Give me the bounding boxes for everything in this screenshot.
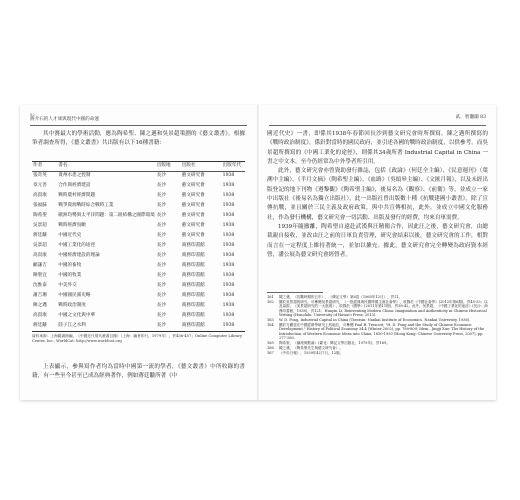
title-cell: 陸子江之水利: [57, 321, 155, 331]
author-cell: 蕭吉珊: [33, 293, 47, 299]
book-series-table: [32, 161, 245, 332]
footnote: [267, 318, 489, 322]
title-cell: 戰時經濟鳥瞰: [58, 223, 86, 229]
table-row: [32, 212, 245, 222]
author-cell: 陳聖宜: [33, 273, 47, 279]
place-cell: 長沙: [156, 293, 166, 299]
header-rule: [30, 125, 247, 126]
paragraph: 國近代史》一書，即係其1938年春節回長沙到藝文研究會時所撰寫。陳之邁所撰寫的《戰時政治制度》，係針對當時的國民政府，並引述各國的戰時政治制度，以供參考。而吳景超所撰寫的《中國工業化的途徑》，則係其34歲所著 Industrial Capital in China 一書之中文本，至今仍經常為中外學者所引用。: [267, 131, 488, 165]
table-row: [32, 241, 245, 251]
right-running-head: [456, 114, 486, 120]
footnote-text: W. D. Fong, Industrial Capital in China (Tientsin: Nankai Institute of Economics, Nankai University, 1936).: [279, 318, 471, 323]
place-cell: 長沙: [156, 273, 166, 279]
right-body-text: [267, 130, 488, 260]
place-cell: 長沙: [156, 321, 181, 331]
footnote: [267, 300, 489, 318]
footnote-number: 161: [267, 295, 274, 299]
title-cell: 戰爭資源戰時綜合戰時工業: [58, 203, 114, 209]
author-cell: 高叔康: [33, 313, 47, 319]
title-cell: 合作與經濟建設: [58, 183, 91, 189]
year-cell: 1938: [222, 321, 245, 331]
publisher-cell: 藝文研究會: [181, 203, 205, 209]
left-running-title: 蔣介石的人才庫與現代中國的命運: [30, 117, 99, 123]
table-row: [32, 281, 245, 291]
publisher-cell: 藝文研究會: [181, 213, 205, 219]
place-cell: 長沙: [156, 263, 166, 269]
author-cell: 高叔康: [33, 253, 47, 259]
right-page: [259, 105, 496, 400]
place-cell: 長沙: [156, 213, 166, 219]
table-row: [32, 271, 245, 281]
left-page: [20, 105, 257, 400]
year-cell: 1938: [222, 183, 235, 189]
year-cell: 1938: [222, 283, 235, 289]
year-cell: 1938: [222, 313, 235, 319]
column-header: 出版地: [156, 162, 181, 172]
table-row: [32, 182, 245, 192]
author-cell: 章元善: [33, 183, 47, 189]
footnote: [267, 346, 489, 350]
footnote-rule: [267, 292, 323, 293]
year-cell: 1938: [222, 233, 235, 239]
place-cell: 長沙: [156, 313, 166, 319]
table-row: [32, 291, 245, 301]
table-row: [32, 251, 245, 261]
book-spread: [20, 105, 496, 400]
publisher-cell: 藝文研究會: [181, 193, 205, 199]
year-cell: 1938: [222, 273, 235, 279]
title-cell: 中國國民黨史略: [58, 293, 91, 299]
place-cell: 長沙: [156, 193, 166, 199]
paragraph: 此外，藝文研究會亦曾資助發行雜誌，包括《政論》（何廷全主編）、《民意週刊》（葉溯中主編）、《半月文摘》（陶希聖主編）、《血路》（吳頌皋主編）、《文匯月報》，以及未經出版登記的地下刊物《遵黎觀》《陶希聖主編》，後易名為《觀察》、《前衛》等，並成立一家中出版社《後易名為獨立出版社），此一出版社曾出版數十種《抗戰建國小叢書》。除了宣傳抗戰，並且關於三民主義及政府政策，與中共宣傳相抗，此外，並成立中國文化服務社，作為發行機構，藝文研究會一切活動、出版及發行的經費，均來自軍需費。: [267, 168, 488, 221]
footnote: [267, 341, 489, 345]
footnote-text: 陳之邁，《陶希聖先生與藝文研究會》。: [279, 345, 343, 350]
year-cell: 1938: [222, 193, 235, 199]
table-header-row: [32, 162, 245, 172]
footnotes: [267, 295, 489, 356]
place-cell: 長沙: [156, 223, 166, 229]
title-cell: 中國之文化與中華: [58, 313, 96, 319]
footnote: [267, 351, 489, 355]
header-rule: [269, 125, 486, 126]
table-row: [32, 171, 245, 181]
publisher-cell: 商務印書館: [181, 243, 205, 249]
publisher-cell: 商務印書館: [181, 263, 205, 269]
title-cell: 中美外交: [58, 283, 77, 289]
author-cell: 張奇英: [33, 173, 47, 179]
footnote-text: 陳之邁，《抗戰時期的五年》，《傳記文學》第6卷（1965年12月），頁11。: [279, 295, 403, 299]
place-cell: 長沙: [156, 283, 166, 289]
left-running-head: [30, 112, 99, 123]
title-cell: 中國工業化的途徑: [58, 243, 96, 249]
title-cell: 戰時農村經濟問題: [58, 193, 96, 199]
right-running-title: 貳．智囊團: [455, 115, 479, 120]
publisher-cell: 商務印書館: [181, 253, 205, 259]
year-cell: 1938: [222, 213, 235, 219]
table-row: [32, 192, 245, 202]
footnote-number: 165: [267, 341, 274, 346]
closing-paragraph: 上表顯示，參與寫作者均為當時中國第一流的學者，《藝文叢書》中所收錄的書籍，有一些至今甚至已成為經典著作，例如蔣廷黻所著《中: [32, 364, 245, 380]
title-cell: 戰時政治制度: [58, 303, 86, 309]
footnote: [267, 295, 489, 299]
year-cell: 1938: [222, 243, 235, 249]
footnote-text: 關於吳景超的研究，可參閱吳景超研究，《一批經典與民國時期主流社會學》，收錄於《中國社會學》(2012年第6期)，頁45-53；以及蕭蔚，《吳景超研究的一大進展》，收錄於《國學》(2011年第11期)，頁38-42。此外，吳景超，《中國工業化的途徑》(長沙：商務印書館，1938)，頁121；Huayin Li, Reinventing Modern China: Imagination and Authenticity in Chinese Historical Writing (Honolulu: University of Hawai'i Press, 2013).: [279, 299, 488, 318]
author-cell: 沈惟泰: [33, 283, 47, 289]
title-cell: 中國的畜牧: [58, 263, 82, 269]
publisher-cell: 商務印書館: [181, 321, 222, 331]
table-row: [32, 311, 245, 321]
table-row: [32, 301, 245, 311]
place-cell: 長沙: [156, 203, 166, 209]
author-cell: 陳之邁: [33, 303, 47, 309]
place-cell: 長沙: [156, 183, 166, 189]
title-cell: 貴州水患之控制: [58, 173, 91, 179]
publisher-cell: 商務印書館: [181, 273, 205, 279]
author-cell: 張福蘇: [33, 203, 47, 209]
year-cell: 1938: [222, 173, 235, 179]
publisher-cell: 藝文研究會: [181, 223, 205, 229]
year-cell: 1938: [222, 303, 235, 309]
place-cell: 長沙: [156, 303, 166, 309]
publisher-cell: 商務印書館: [181, 293, 205, 299]
place-cell: 長沙: [156, 253, 166, 259]
year-cell: 1938: [222, 263, 235, 269]
author-cell: 蔣廷黻: [33, 233, 47, 239]
footnote-number: 166: [267, 345, 274, 350]
footnote-number: 163: [267, 318, 274, 323]
publisher-cell: 藝文研究會: [181, 183, 205, 189]
place-cell: 長沙: [156, 243, 166, 249]
place-cell: 長沙: [156, 233, 166, 239]
footnote: [267, 323, 489, 341]
title-cell: 中國近代史: [58, 233, 82, 239]
column-header: 書名: [57, 162, 155, 172]
publisher-cell: 藝文研究會: [181, 233, 205, 239]
column-header: 作者: [32, 162, 57, 172]
author-cell: 吳景超: [33, 243, 47, 249]
year-cell: 1938: [222, 293, 235, 299]
footnote-number: 167: [267, 350, 274, 355]
year-cell: 1938: [222, 203, 235, 209]
table-row: [32, 232, 245, 242]
publisher-cell: 商務印書館: [181, 303, 205, 309]
right-page-number: 83: [480, 115, 486, 120]
table-row: [32, 261, 245, 271]
place-cell: 長沙: [156, 173, 166, 179]
title-cell: 中國的牧業: [58, 273, 82, 279]
paragraph: 1939年隨撤離，陶希聖自遠赴武漢與汪精衛合作，因此汪之後，藝文研究會，由總裁親自接收，並改由汪之前的日軍負責管理，研究會結束以後，藝文研究會的工作，相對而言在一定程度上維持著統一，並加以擴充。據此，藝文研究會完全轉變為政府資本經營，潘公展為藝文研究會經營者。: [267, 223, 488, 258]
title-cell: 歐洲均勢與太平洋問題：第二冊結構之國際環境: [58, 213, 155, 219]
table-row: [32, 321, 245, 331]
author-cell: 蔣廷黻: [32, 321, 57, 331]
title-cell: 中國經濟建設的理論: [58, 253, 100, 259]
footnote-text: 關於方顯廷在中國經濟學研究上的地位，可參閱 Paul B. Trescott, "H. D. Fong and the Study of Chinese Economic Development," History of Political Economy 34:4 (Winter 2002), pp. 789-809; Idem., Jingji Xue: The History of the Introduction of Western Economic Ideas into China, 1850-1950 (Hong Kong: Chinese University Press, 2007), pp. 277-280.: [279, 322, 485, 341]
left-page-number: 82: [30, 112, 35, 117]
column-header: 出版年代: [222, 162, 245, 172]
publisher-cell: 商務印書館: [181, 313, 205, 319]
footnote-text: 陶希聖，《潮流與點滴》(臺北：傳記文學出版社，1979年)，頁169。: [279, 341, 390, 346]
table-row: [32, 202, 245, 212]
footnote-text: 《中央日報》，1939年4月7日，12版。: [279, 350, 344, 355]
column-header: 出版社: [181, 162, 222, 172]
author-cell: 高叔康: [33, 193, 47, 199]
author-cell: 吳景超: [33, 223, 47, 229]
author-cell: 顧謙吉: [33, 263, 47, 269]
publisher-cell: 藝文研究會: [181, 173, 205, 179]
publisher-cell: 商務印書館: [181, 283, 205, 289]
year-cell: 1938: [222, 253, 235, 259]
footnote-number: 162: [267, 299, 274, 304]
table-row: [32, 222, 245, 232]
intro-paragraph: 其中賽最大的學術活動，應為陶希聖、陳之邁和吳景超策劃的《藝文叢書》。根據筆者調查所得，《藝文叢書》共出版有以下16種書籍：: [32, 131, 245, 147]
footnote-number: 164: [267, 322, 274, 327]
author-cell: 陶希聖: [33, 213, 47, 219]
year-cell: 1938: [222, 223, 235, 229]
table-source-note: 資料來源：上海圖書館編，《中國近代現代叢書目錄》（上海：編者印行，1979年），頁456-457；Online Computer Library Center, Inc., WorldCat: http://www.worldcat.org: [32, 334, 243, 343]
